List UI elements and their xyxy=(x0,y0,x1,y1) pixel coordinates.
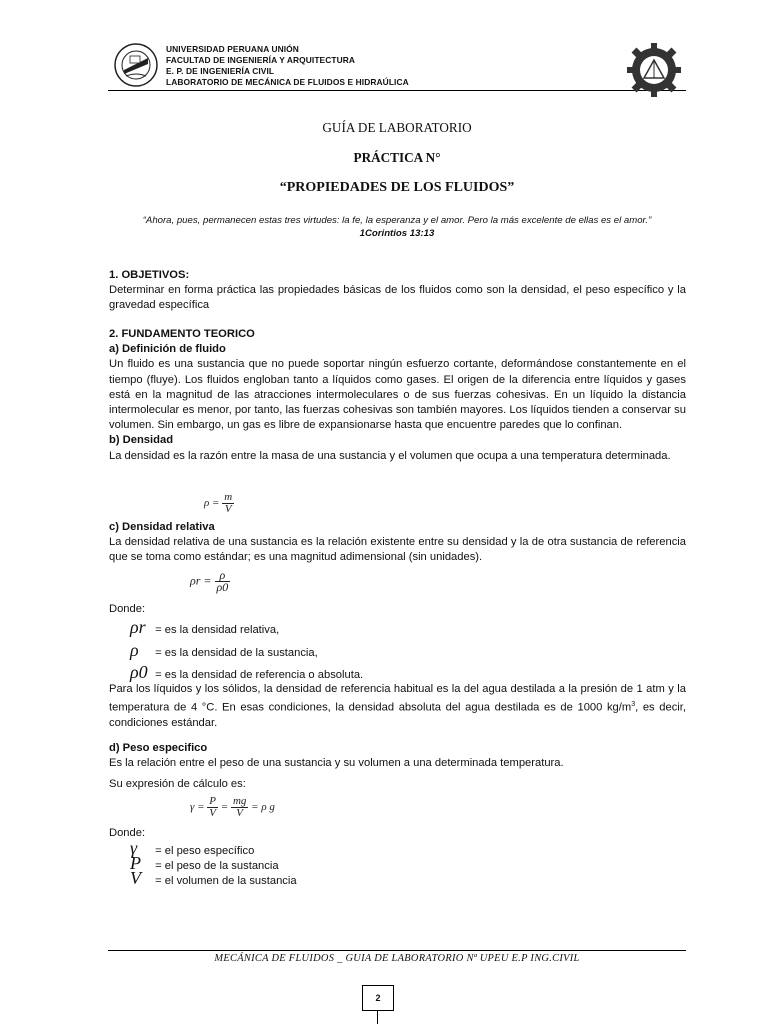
formula-rho-g: = ρ g xyxy=(251,801,275,814)
lab-name: LABORATORIO DE MECÁNICA DE FLUIDOS E HIDRAÚLICA xyxy=(166,77,409,87)
specific-weight-formula xyxy=(190,796,275,819)
header-lines xyxy=(166,44,409,88)
faculty-name: FACULTAD DE INGENIERÍA Y ARQUITECTURA xyxy=(166,55,356,65)
quote-reference: 1Corintios 13:13 xyxy=(359,228,435,239)
def-rho0 xyxy=(130,662,363,683)
reference-density-tail: , es decir, condiciones estándar. xyxy=(109,701,686,730)
cubic-superscript: 3 xyxy=(631,701,636,709)
density-formula xyxy=(204,492,234,515)
mass-over-volume xyxy=(222,492,234,515)
page-tick xyxy=(377,1011,378,1024)
objectives-text: Determinar en forma práctica las propiedades básicas de los fluidos como son la densidad, el peso específico y la gravedad específica xyxy=(109,284,686,312)
university-name: UNIVERSIDAD PERUANA UNIÓN xyxy=(166,44,299,54)
relative-density-heading: c) Densidad relativa xyxy=(109,521,215,533)
specific-weight-text: Es la relación entre el peso de una sustancia y su volumen a una determinada temperatura. xyxy=(109,757,564,770)
specific-weight-section xyxy=(109,741,686,793)
objectives-section xyxy=(109,268,686,314)
def-p-text: = el peso de la sustancia xyxy=(155,860,279,872)
formula-numerator-rho: ρ xyxy=(215,570,231,582)
objectives-heading: 1. OBJETIVOS: xyxy=(109,269,190,281)
fluid-definition-text: Un fluido es una sustancia que no puede soportar ningún esfuerzo cortante, deformándose constantemente en el tiempo (fluye). Los fluidos engloban tanto a líquidos como gases. El origen de la diferencia entre líquidos y gases está en la magnitud de las atracciones intermoleculares o de sus fuerzas cohesivas. En un líquido la distancia intermolecular es menor, por tanto, las fuerzas cohesivas son también mayores. Los líquidos tienden a conservar su volumen. Sin embargo, un gas es libre de expansionarse hasta que encuentre paredes que lo confinan. xyxy=(109,358,686,432)
relative-density-section xyxy=(109,520,686,566)
formula-rho-lhs: ρ = xyxy=(204,497,220,510)
formula-denominator-v2: V xyxy=(209,807,216,819)
density-heading: b) Densidad xyxy=(109,434,174,447)
fluid-definition-heading: a) Definición de fluido xyxy=(109,343,226,356)
civil-engineering-logo xyxy=(624,40,684,100)
formula-denominator-rho0: ρ0 xyxy=(216,580,229,594)
formula-denominator-v: V xyxy=(224,503,232,515)
formula-gamma-lhs: γ = xyxy=(190,801,205,814)
def-gamma-text: = el peso específico xyxy=(155,845,255,857)
reference-density-paragraph xyxy=(109,682,686,731)
formula-numerator-m: m xyxy=(224,491,233,503)
header-rule xyxy=(108,90,686,91)
p-symbol: P xyxy=(130,853,141,873)
quote-text: “Ahora, pues, permanecen estas tres virtudes: la fe, la esperanza y el amor. Pero la más excelente de ellas es el amor.” xyxy=(142,215,652,226)
formula-equals: = xyxy=(220,801,229,814)
theory-heading: 2. FUNDAMENTO TEORICO xyxy=(109,328,255,340)
rho-symbol: ρ xyxy=(130,640,139,660)
where-label-1: Donde: xyxy=(109,603,146,615)
def-rho0-text: = es la densidad de referencia o absoluta. xyxy=(155,669,364,681)
def-rho-r xyxy=(130,617,279,638)
specific-weight-heading: d) Peso especifico xyxy=(109,742,208,754)
formula-numerator-p: P xyxy=(209,795,216,807)
practice-title: PRÁCTICA N° xyxy=(353,150,441,165)
def-rho-r-text: = es la densidad relativa, xyxy=(155,624,280,636)
where-label-2: Donde: xyxy=(109,827,146,839)
def-v xyxy=(130,868,297,889)
rho0-symbol: ρ0 xyxy=(130,662,148,682)
def-rho xyxy=(130,640,318,661)
guide-title: GUÍA DE LABORATORIO xyxy=(322,120,472,135)
formula-numerator-mg: mg xyxy=(232,795,247,807)
formula-denominator-v3: V xyxy=(236,807,244,819)
footer-text: MECÁNICA DE FLUIDOS _ GUIA DE LABORATORIO Nª UPEU E.P ING.CIVIL xyxy=(214,953,580,964)
gamma-symbol: γ xyxy=(130,838,138,858)
reference-density-text: Para los líquidos y los sólidos, la densidad de referencia habitual es la del agua destilada a la presión de 1 atm y la temperatura de 4 °C. En esas condiciones, la densidad absoluta del agua destilada es de 1000 kg/m xyxy=(109,683,686,714)
epigraph xyxy=(108,214,686,240)
relative-density-text: La densidad relativa de una sustancia es la relación existente entre su densidad y la de otra sustancia de referencia que se toma como estándar; es una magnitud adimensional (sin unidades). xyxy=(109,536,686,564)
def-rho-text: = es la densidad de la sustancia, xyxy=(155,647,318,659)
formula-rho-r-lhs: ρr = xyxy=(190,573,212,588)
rho-over-rho0 xyxy=(215,570,231,593)
def-v-text: = el volumen de la sustancia xyxy=(155,875,297,887)
mg-over-v xyxy=(231,796,248,819)
page-number: 2 xyxy=(362,985,394,1011)
v-symbol: V xyxy=(130,868,141,888)
density-text: La densidad es la razón entre la masa de una sustancia y el volumen que ocupa a una temperatura determinada. xyxy=(109,449,671,462)
university-logo xyxy=(108,42,164,88)
relative-density-formula xyxy=(190,570,230,593)
school-name: E. P. DE INGENIERÍA CIVIL xyxy=(166,66,275,76)
rho-r-symbol: ρr xyxy=(130,617,146,637)
p-over-v xyxy=(207,796,218,819)
calc-expression-label: Su expresión de cálculo es: xyxy=(109,778,246,791)
topic-title: “PROPIEDADES DE LOS FLUIDOS” xyxy=(279,180,515,195)
theory-section xyxy=(109,327,686,464)
footer-rule xyxy=(108,950,686,951)
